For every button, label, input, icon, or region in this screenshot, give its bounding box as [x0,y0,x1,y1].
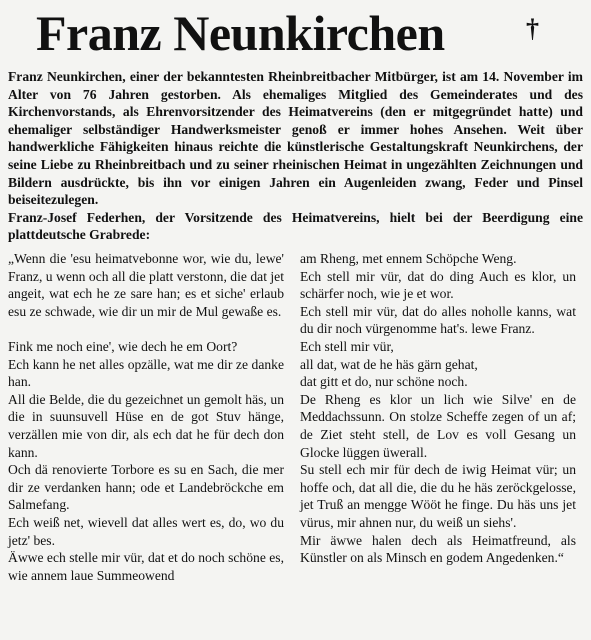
speech-paragraph: am Rheng, met ennem Schöpche Weng. [300,251,517,266]
speech-paragraph: All die Belde, die du gezeichnet un gemolt häs, un die in suunsuvell Hüse en de got Stuv hänge, verzällen mie von dir, als ech dat he für dech don kann. [8,391,284,460]
article-lead [8,68,583,244]
speech-paragraph: Su stell ech mir für dech de iwig Heimat vür; un hoffe och, dat all die, die du he häs zeröckgelosse, jet Truß an mengge Wööt he finge. Du häs uns jet vürus, mir ahnen nur, du weiß un siehs'. [300,462,576,530]
speech-paragraph: Ech weiß net, wievell dat alles wert es, do, wo du jetz' bes. [8,514,284,548]
speech-paragraph: Och dä renovierte Torbore es su en Sach, die mer dir ze verdanken hann; ode et Landebröckche em Salmefang. [8,462,284,513]
speech-paragraph: Ech stell mir vür, [300,338,394,354]
lead-paragraph: Franz-Josef Federhen, der Vorsitzende des Heimatvereins, hielt bei der Beerdigung eine plattdeutsche Grabrede: [8,209,583,243]
lead-paragraph: Franz Neunkirchen, einer der bekanntesten Rheinbreitbacher Mitbürger, ist am 14. November im Alter von 76 Jahren gestorben. Als ehemaliges Mitglied des Gemeinderates und des Kirchenvorstands, als Ehrenvorsitzender des Heimatvereins (den er mitgegründet hatte) und ehemaliger selbständiger Handwerksmeister genoß er immer hohes Ansehen. Weit über handwerkliche Fähigkeiten hinaus reichte die künstlerische Gestaltungskraft Neunkirchens, der seine Liebe zu Rheinbreitbach und zu seiner rheinischen Heimat in ungezählten Zeichnungen und Bildern ausdrückte, bis ihn vor einigen Jahren ein Augenleiden zwang, Feder und Pinsel beiseitezulegen. [8,69,583,208]
speech-paragraph: „Wenn die 'esu heimatvebonne wor, wie du, lewe' Franz, u wenn och all die platt verstonn, die dat jet angeit, wat ech he ze sare han; es et siche' erlaub esu ze schwade, wie dir un mir de Mul gewaße es. [8,251,284,319]
article-title: Franz Neunkirchen [36,5,445,61]
cross-icon: † [526,14,539,43]
speech-paragraph: De Rheng es klor un lich wie Silve' en de Meddachssunn. On stolze Scheffe zegen of un af; de Ziet steht stell, de Lov es voll Gesang un Glocke lüggen üwerall. [300,391,576,460]
speech-paragraph: Ech stell mir vür, dat do ding Auch es klor, un schärfer noch, wie je et wor. [300,268,576,302]
speech-paragraph: Fink me noch eine', wie dech he em Oort? [8,338,238,354]
speech-paragraph: Äwwe ech stelle mir vür, dat et do noch schöne es, wie annem laue Summeowend [8,550,284,583]
speech-paragraph: Ech kann he net alles opzälle, wat me dir ze danke han. [8,356,284,390]
speech-paragraph: Ech stell mir vür, dat do alles noholle kanns, wat du dir noch vürgenomme hat's. lewe Franz. [300,303,576,337]
speech-column-right [300,250,576,567]
speech-paragraph: Mir äwwe halen dech als Heimatfreund, als Künstler on als Minsch en godem Angedenken.“ [300,532,576,566]
speech-paragraph: dat gitt et do, nur schöne noch. [300,374,468,390]
speech-paragraph: all dat, wat de he häs gärn gehat, [300,356,478,372]
speech-column-left [8,250,284,584]
